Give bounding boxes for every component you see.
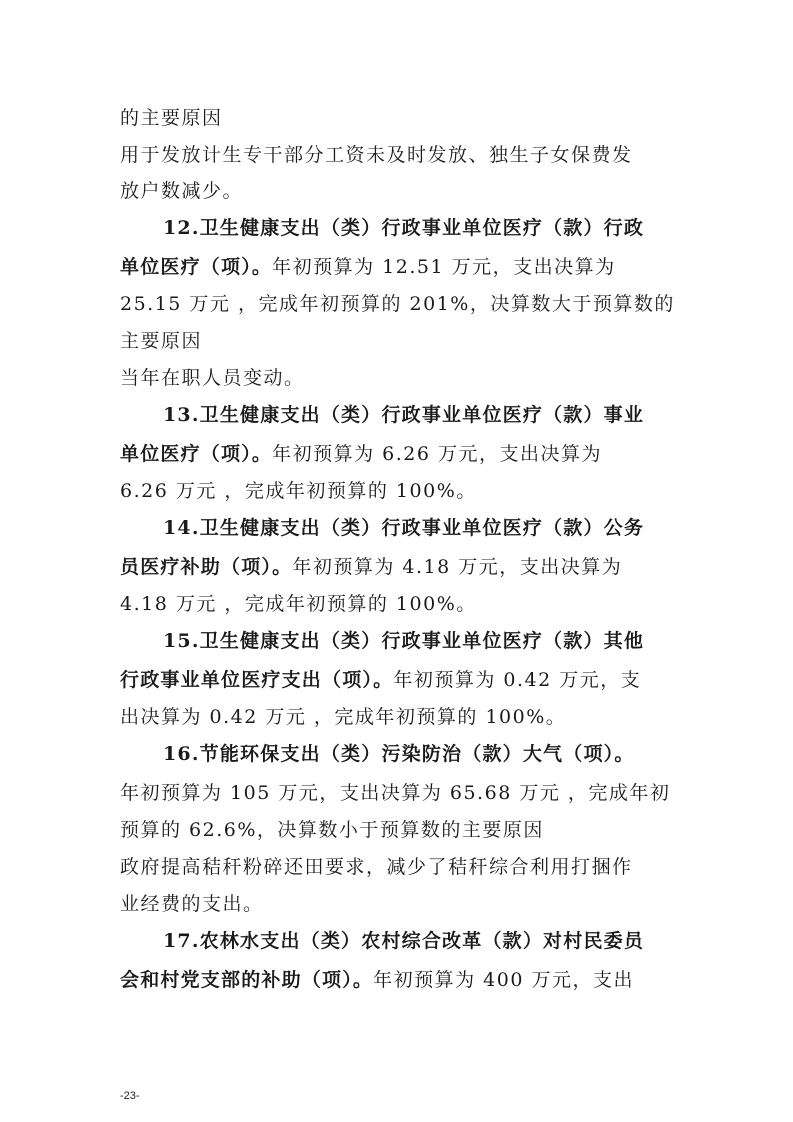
item-17-line <box>120 966 680 994</box>
item-12-line <box>120 253 680 281</box>
item-14-text: 年初预算为 4.18 万元，支出决算为 <box>292 556 623 578</box>
text-line: 的主要原因 <box>120 107 223 129</box>
item-17-heading-end: 会和村党支部的补助（项）。 <box>120 969 374 991</box>
text-line: 4.18 万元 ，完成年初预算的 100%。 <box>120 593 477 615</box>
text-line: 年初预算为 105 万元，支出决算为 65.68 万元 ，完成年初 <box>120 782 671 804</box>
text-line: 政府提高秸秆粉碎还田要求，减少了秸秆综合利用打捆作 <box>120 856 633 878</box>
text-line: 主要原因 <box>120 330 203 352</box>
text-line: 用于发放计生专干部分工资未及时发放、独生子女保费发 <box>120 144 633 166</box>
text-line: 6.26 万元 ，完成年初预算的 100%。 <box>120 480 477 502</box>
item-17-heading: 17.农林水支出（类）农村综合改革（款）对村民委员 <box>163 930 645 952</box>
text-line: 出决算为 0.42 万元 ，完成年初预算的 100%。 <box>120 706 567 728</box>
page-number: -23- <box>120 1090 140 1102</box>
item-15-text: 年初预算为 0.42 万元，支 <box>393 669 642 691</box>
text-line: 25.15 万元 ，完成年初预算的 201%，决算数大于预算数的 <box>120 293 675 315</box>
text-line: 当年在职人员变动。 <box>120 367 305 389</box>
item-12-heading: 12.卫生健康支出（类）行政事业单位医疗（款）行政 <box>163 217 645 239</box>
item-15-heading: 15.卫生健康支出（类）行政事业单位医疗（款）其他 <box>163 630 645 652</box>
item-15-line <box>120 666 680 694</box>
item-17-text: 年初预算为 400 万元，支出 <box>373 969 634 991</box>
item-16-heading: 16.节能环保支出（类）污染防治（款）大气（项）。 <box>163 743 635 765</box>
item-14-heading: 14.卫生健康支出（类）行政事业单位医疗（款）公务 <box>163 517 645 539</box>
item-12-text: 年初预算为 12.51 万元，支出决算为 <box>272 256 616 278</box>
item-13-text: 年初预算为 6.26 万元，支出决算为 <box>272 443 602 465</box>
item-13-line <box>120 440 680 468</box>
item-15-heading-end: 行政事业单位医疗支出（项）。 <box>120 669 394 691</box>
text-line: 放户数减少。 <box>120 180 244 202</box>
item-13-heading-end: 单位医疗（项）。 <box>120 443 273 465</box>
item-14-line <box>120 553 680 581</box>
text-line: 业经费的支出。 <box>120 893 264 915</box>
item-14-heading-end: 员医疗补助（项）。 <box>120 556 293 578</box>
text-line: 预算的 62.6%，决算数小于预算数的主要原因 <box>120 819 544 841</box>
item-13-heading: 13.卫生健康支出（类）行政事业单位医疗（款）事业 <box>163 404 645 426</box>
item-12-heading-end: 单位医疗（项）。 <box>120 256 273 278</box>
